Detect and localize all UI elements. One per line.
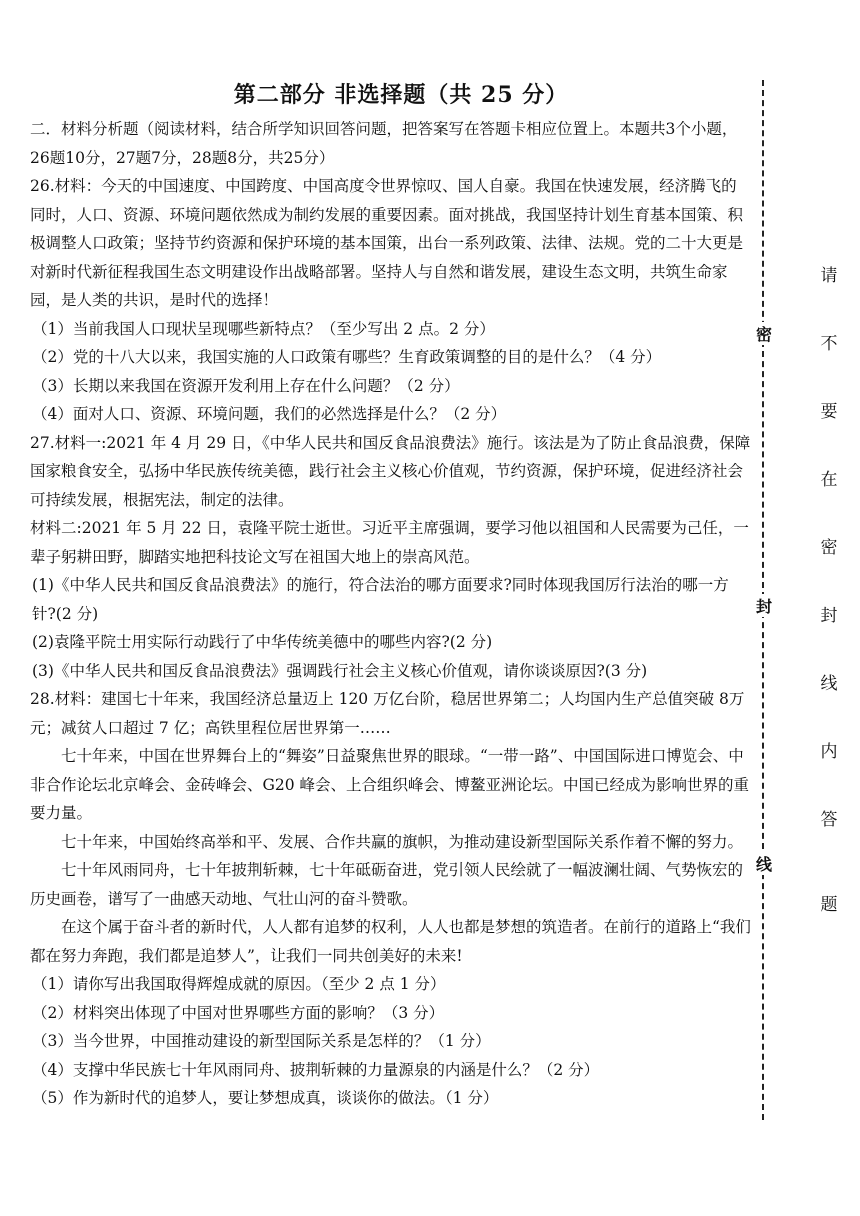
q27-sub-1: (1)《中华人民共和国反食品浪费法》的施行，符合法治的哪方面要求?同时体现我国厉行法治的哪一方针?(2 分) [32,576,729,623]
q28-material: 28.材料：建国七十年来，我国经济总量迈上 120 万亿台阶，稳居世界第二；人均国内生产总值突破 8万元；减贫人口超过 7 亿；高铁里程位居世界第一…… [30,690,745,737]
q28-paragraph-2: 七十年来，中国始终高举和平、发展、合作共赢的旗帜，为推动建设新型国际关系作着不懈的努力。 [61,832,744,851]
question-28 [30,685,752,1113]
side-char: 内 [820,742,838,762]
side-char: 封 [820,606,838,626]
side-char: 题 [820,895,838,915]
part-title: 第二部分 非选择题（共 25 分） [233,82,569,108]
seal-char-xian: 线 [753,852,775,875]
side-char: 答 [820,810,838,830]
q26-sub-3: （3）长期以来我国在资源开发利用上存在什么问题？（2 分） [32,376,460,395]
q28-paragraph-3: 七十年风雨同舟，七十年披荆斩棘，七十年砥砺奋进，党引领人民绘就了一幅波澜壮阔、气势恢宏的历史画卷，谱写了一曲感天动地、气壮山河的奋斗赞歌。 [30,861,744,908]
side-char: 请 [820,266,838,286]
seal-char-feng: 封 [753,594,775,617]
side-char: 密 [820,538,838,558]
side-char: 线 [820,674,838,694]
q26-sub-1: （1）当前我国人口现状呈现哪些新特点？（至少写出 2 点。2 分） [32,319,495,338]
q26-material: 26.材料：今天的中国速度、中国跨度、中国高度令世界惊叹、国人自豪。我国在快速发展，经济腾飞的同时，人口、资源、环境问题依然成为制约发展的重要因素。面对挑战，我国坚持计划生育基本国策、积极调整人口政策；坚持节约资源和保护环境的基本国策，出台一系列政策、法律、法规。党的二十大更是对新时代新征程我国生态文明建设作出战略部署。坚持人与自然和谐发展，建设生态文明，共筑生命家园，是人类的共识，是时代的选择！ [30,177,744,309]
exam-body [30,78,752,1113]
q28-paragraph-1: 七十年来，中国在世界舞台上的“舞姿”日益聚焦世界的眼球。“一带一路”、中国国际进口博览会、中非合作论坛北京峰会、金砖峰会、G20 峰会、上合组织峰会、博鳌亚洲论坛。中国已经成为影响世界的重要力量。 [30,747,750,822]
side-char: 不 [820,334,838,354]
q28-sub-4: （4）支撑中华民族七十年风雨同舟、披荆斩棘的力量源泉的内涵是什么？（2 分） [32,1060,600,1079]
question-26 [30,172,752,429]
q27-material-2: 材料二:2021 年 5 月 22 日，袁隆平院士逝世。习近平主席强调，要学习他以祖国和人民需要为己任，一辈子躬耕田野，脚踏实地把科技论文写在祖国大地上的崇高风范。 [30,519,749,566]
q28-sub-3: （3）当今世界，中国推动建设的新型国际关系是怎样的？（1 分） [32,1032,491,1050]
section-intro: 二．材料分析题（阅读材料，结合所学知识回答问题，把答案写在答题卡相应位置上。本题共3个小题，26题10分，27题7分，28题8分，共25分） [30,120,738,167]
side-char: 要 [820,402,838,422]
q28-sub-5: （5）作为新时代的追梦人，要让梦想成真，谈谈你的做法。（1 分） [32,1089,499,1107]
q27-material-1: 27.材料一:2021 年 4 月 29 日，《中华人民共和国反食品浪费法》施行。该法是为了防止食品浪费，保障国家粮食安全，弘扬中华民族传统美德，践行社会主义核心价值观，节约资源，保护环境，促进经济社会可持续发展，根据宪法，制定的法律。 [30,433,751,509]
q28-paragraph-4: 在这个属于奋斗者的新时代，人人都有追梦的权利，人人也都是梦想的筑造者。在前行的道路上“我们都在努力奔跑，我们都是追梦人”，让我们一同共创美好的未来! [30,918,751,965]
question-27 [30,429,752,686]
q27-sub-2: (2)袁隆平院士用实际行动践行了中华传统美德中的哪些内容?(2 分) [32,633,493,651]
q27-sub-3: (3)《中华人民共和国反食品浪费法》强调践行社会主义核心价值观，请你谈谈原因?(3 分) [32,661,648,680]
q26-sub-4: （4）面对人口、资源、环境问题，我们的必然选择是什么？（2 分） [32,405,507,423]
q28-sub-1: （1）请你写出我国取得辉煌成就的原因。（至少 2 点 1 分） [32,975,446,993]
q26-sub-2: （2）党的十八大以来，我国实施的人口政策有哪些？生育政策调整的目的是什么？（4 分） [32,348,662,366]
side-char: 在 [820,470,838,490]
seal-char-mi: 密 [753,322,775,345]
q28-sub-2: （2）材料突出体现了中国对世界哪些方面的影响？（3 分） [32,1003,445,1022]
